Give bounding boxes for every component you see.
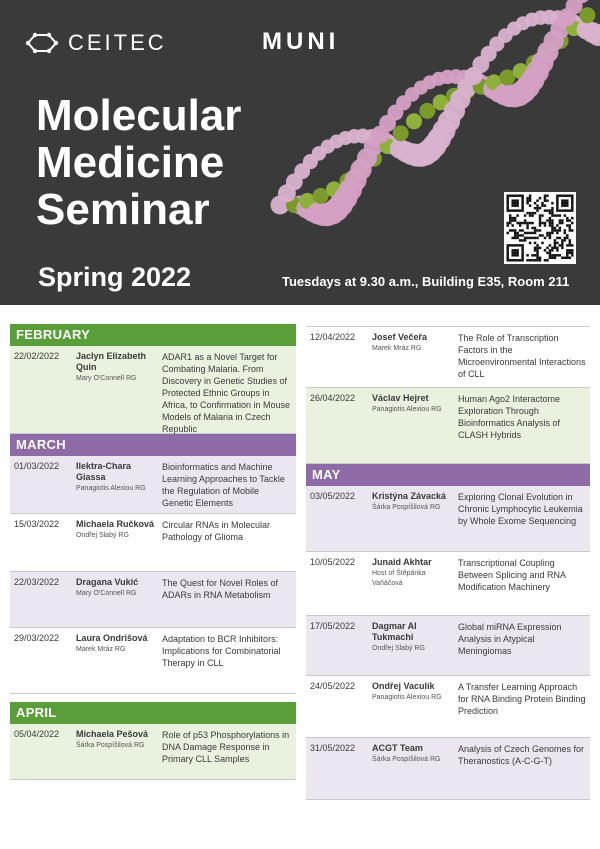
seminar-topic: Analysis of Czech Genomes for Theranostics (A-C-G-T) — [458, 744, 585, 766]
research-group: Ondřej Slabý RG — [76, 532, 129, 539]
seminar-row — [306, 326, 590, 388]
research-group: Host of Štěpánka Vaňáčová — [372, 570, 426, 587]
research-group: Marek Mráz RG — [372, 345, 422, 352]
muni-logo: MUNI — [262, 28, 340, 55]
seminar-topic: Human Ago2 Interactome Exploration Through Bioinformatics Analysis of CLASH Hybrids — [458, 394, 561, 440]
seminar-topic: A Transfer Learning Approach for RNA Binding Protein Binding Prediction — [458, 682, 586, 716]
ceitec-logo — [24, 30, 167, 56]
seminar-row — [306, 552, 590, 616]
season-label: Spring 2022 — [38, 262, 192, 292]
seminar-date: 15/03/2022 — [14, 519, 60, 529]
speaker-name: Josef Večeřa — [372, 332, 428, 342]
speaker-name: Dagmar Al Tukmachi — [372, 621, 417, 642]
seminar-date: 10/05/2022 — [310, 557, 356, 567]
month-header-april: APRIL — [10, 702, 296, 724]
seminar-date: 05/04/2022 — [14, 729, 60, 739]
research-group: Marek Mráz RG — [76, 646, 126, 653]
research-group: Mary O'Connell RG — [76, 590, 137, 597]
seminar-row — [10, 724, 296, 780]
seminar-topic: Circular RNAs in Molecular Pathology of Glioma — [162, 520, 271, 542]
speaker-name: Dragana Vukić — [76, 577, 139, 587]
speaker-name: Kristýna Závacká — [372, 491, 447, 501]
seminar-date: 01/03/2022 — [14, 461, 60, 471]
seminar-row — [10, 514, 296, 572]
seminar-row — [306, 388, 590, 464]
research-group: Panagiotis Alexiou RG — [372, 694, 442, 701]
seminar-topic: Exploring Clonal Evolution in Chronic Lymphocytic Leukemia by Whole Exome Sequencing — [458, 492, 583, 526]
seminar-topic: The Role of Transcription Factors in the Microenvironmental Interactions of CLL — [458, 333, 586, 379]
seminar-topic: The Quest for Novel Roles of ADARs in RNA Metabolism — [162, 578, 279, 600]
seminar-date: 17/05/2022 — [310, 621, 356, 631]
speaker-name: Michaela Pešová — [76, 729, 149, 739]
seminar-topic: Global miRNA Expression Analysis in Atypical Meningiomas — [458, 622, 562, 656]
seminar-title — [36, 92, 241, 233]
speaker-name: Ilektra-Chara Giassa — [76, 461, 132, 482]
seminar-date: 03/05/2022 — [310, 491, 356, 501]
seminar-date: 24/05/2022 — [310, 681, 356, 691]
research-group: Panagiotis Alexiou RG — [372, 406, 442, 413]
speaker-name: Junaid Akhtar — [372, 557, 432, 567]
seminar-date: 22/03/2022 — [14, 577, 60, 587]
month-header-may: MAY — [306, 464, 590, 486]
seminar-date: 29/03/2022 — [14, 633, 60, 643]
speaker-name: ACGT Team — [372, 743, 423, 753]
seminar-topic: Transcriptional Coupling Between Splicing and RNA Modification Machinery — [458, 558, 566, 592]
seminar-row — [10, 628, 296, 694]
ceitec-logo-icon — [24, 31, 60, 55]
venue-info: Tuesdays at 9.30 a.m., Building E35, Room 211 — [282, 274, 570, 289]
schedule-column-left — [10, 324, 296, 780]
seminar-date: 22/02/2022 — [14, 351, 60, 361]
research-group: Mary O'Connell RG — [76, 375, 137, 382]
poster-header — [0, 0, 600, 305]
seminar-row — [306, 676, 590, 738]
title-line: Medicine — [36, 138, 225, 187]
seminar-row — [306, 616, 590, 676]
seminar-row — [10, 346, 296, 434]
seminar-topic: Role of p53 Phosphorylations in DNA Damage Response in Primary CLL Samples — [162, 730, 290, 764]
seminar-topic: Adaptation to BCR Inhibitors: Implications for Combinatorial Therapy in CLL — [162, 634, 281, 668]
seminar-date: 12/04/2022 — [310, 332, 356, 342]
speaker-name: Michaela Ručková — [76, 519, 155, 529]
month-header-march: MARCH — [10, 434, 296, 456]
seminar-row — [306, 486, 590, 552]
seminar-row — [10, 572, 296, 628]
seminar-date: 26/04/2022 — [310, 393, 356, 403]
seminar-date: 31/05/2022 — [310, 743, 356, 753]
seminar-topic: ADAR1 as a Novel Target for Combating Malaria. From Discovery in Genetic Studies of Protected Ethnic Groups in Africa, to Confirmation in Mouse Models of Malaria in Czech Republic — [162, 352, 291, 434]
ceitec-logo-text: CEITEC — [68, 30, 167, 55]
speaker-name: Laura Ondrišová — [76, 633, 148, 643]
month-header-february: FEBRUARY — [10, 324, 296, 346]
seminar-row — [10, 456, 296, 514]
seminar-topic: Bioinformatics and Machine Learning Approaches to Tackle the Regulation of Mobile Genetic Elements — [162, 462, 285, 508]
research-group: Panagiotis Alexiou RG — [76, 485, 146, 492]
research-group: Šárka Pospíšilová RG — [372, 756, 441, 763]
schedule-column-right — [306, 326, 590, 800]
research-group: Šárka Pospíšilová RG — [76, 742, 145, 749]
speaker-name: Jaclyn Elizabeth Quin — [76, 351, 147, 372]
title-line: Molecular — [36, 91, 242, 140]
qr-code-icon — [504, 192, 576, 264]
research-group: Šárka Pospíšilová RG — [372, 504, 441, 511]
speaker-name: Ondřej Vaculík — [372, 681, 435, 691]
title-line: Seminar — [36, 185, 210, 234]
speaker-name: Václav Hejret — [372, 393, 429, 403]
seminar-row — [306, 738, 590, 800]
research-group: Ondřej Slabý RG — [372, 645, 425, 652]
